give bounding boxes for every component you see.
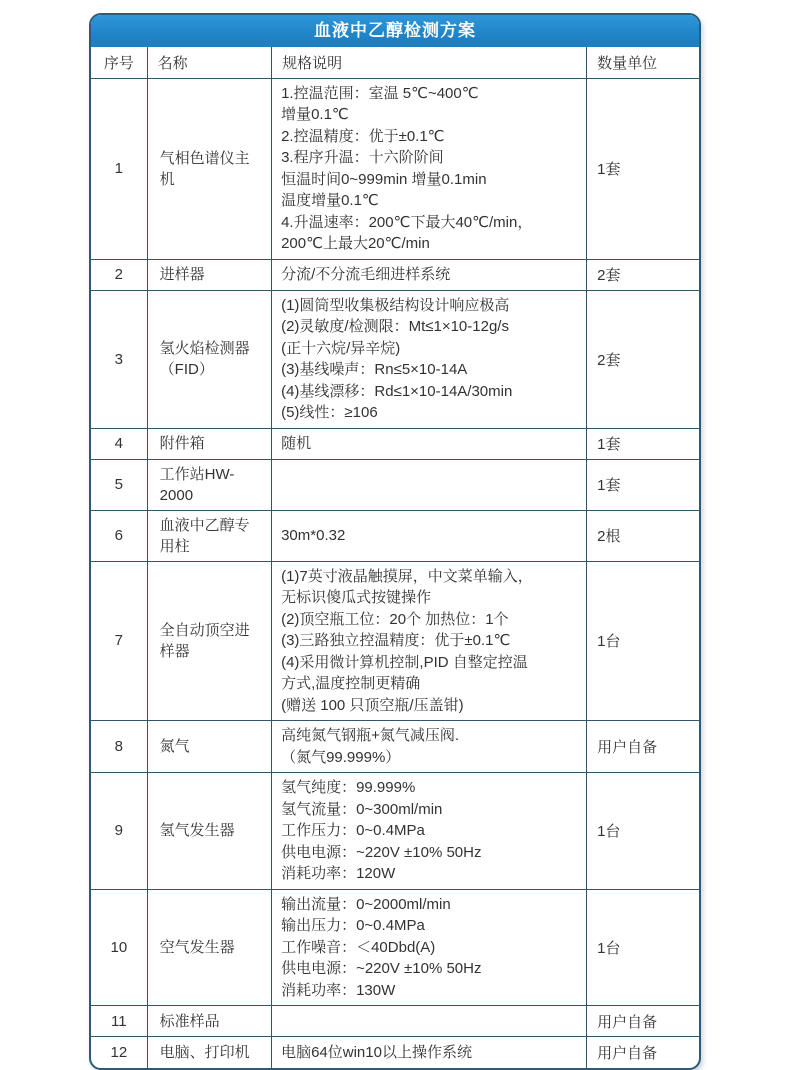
table-row [91, 78, 699, 259]
item-name: 标准样品 [147, 1006, 271, 1037]
row-number: 9 [91, 773, 147, 890]
item-quantity: 2根 [587, 510, 699, 561]
spec-line: (5)线性：≥106 [281, 404, 378, 421]
table-row [91, 721, 699, 773]
spec-line: 方式,温度控制更精确 [281, 675, 421, 692]
table-row [91, 889, 699, 1006]
spec-line: 随机 [281, 434, 312, 452]
spec-line: (1)圆筒型收集极结构设计响应极高 [281, 296, 510, 314]
spec-line: 工作噪音：＜40Dbd(A) [281, 938, 436, 956]
spec-table-panel [89, 13, 701, 1070]
item-name: 进样器 [147, 259, 271, 290]
item-name: 氮气 [147, 721, 271, 773]
spec-line: (赠送 100 只顶空瓶/压盖钳) [281, 696, 464, 714]
row-number: 8 [91, 721, 147, 773]
spec-line: 氢气纯度：99.999% [281, 779, 416, 796]
item-name: 空气发生器 [147, 889, 271, 1006]
item-spec [272, 428, 587, 459]
item-spec [272, 561, 587, 721]
spec-line: 4.升温速率：200℃下最大40℃/min， [281, 213, 533, 231]
table-row [91, 290, 699, 428]
spec-line: （氮气99.999%） [281, 748, 401, 766]
row-number: 2 [91, 259, 147, 290]
table-title: 血液中乙醇检测方案 [91, 15, 699, 47]
spec-line: 增量0.1℃ [281, 106, 349, 123]
item-quantity: 用户自备 [587, 1006, 699, 1037]
item-quantity: 1套 [587, 459, 699, 510]
item-quantity: 1台 [587, 561, 699, 721]
item-spec [272, 773, 587, 890]
item-quantity: 2套 [587, 290, 699, 428]
row-number: 7 [91, 561, 147, 721]
item-name: 氢火焰检测器（FID） [147, 290, 271, 428]
spec-line: 恒温时间0~999min 增量0.1min [281, 170, 487, 188]
spec-line: (4)基线漂移：Rd≤1×10-14A/30min [281, 382, 513, 400]
spec-line: 电脑64位win10以上操作系统 [281, 1043, 472, 1061]
item-name: 电脑、打印机 [147, 1037, 271, 1068]
item-quantity: 用户自备 [587, 1037, 699, 1068]
item-name: 全自动顶空进样器 [147, 561, 271, 721]
row-number: 12 [91, 1037, 147, 1068]
spec-line: 温度增量0.1℃ [281, 192, 379, 209]
item-quantity: 2套 [587, 259, 699, 290]
spec-line: (1)7英寸液晶触摸屏，中文菜单输入， [281, 567, 533, 585]
spec-line: 3.程序升温：十六阶阶间 [281, 149, 444, 166]
spec-line: 200℃上最大20℃/min [281, 235, 430, 252]
column-header-spec: 规格说明 [272, 47, 587, 78]
item-name: 血液中乙醇专用柱 [147, 510, 271, 561]
item-name: 附件箱 [147, 428, 271, 459]
spec-line: 分流/不分流毛细进样系统 [281, 265, 451, 283]
table-row [91, 1006, 699, 1037]
spec-line: 工作压力：0~0.4MPa [281, 822, 425, 839]
row-number: 10 [91, 889, 147, 1006]
item-spec [272, 459, 587, 510]
spec-table [91, 47, 699, 1068]
spec-line: 1.控温范围：室温 5℃~400℃ [281, 84, 479, 102]
spec-line: 2.控温精度：优于±0.1℃ [281, 127, 445, 145]
item-quantity: 1台 [587, 889, 699, 1006]
item-spec [272, 290, 587, 428]
table-row [91, 428, 699, 459]
item-name: 氢气发生器 [147, 773, 271, 890]
row-number: 11 [91, 1006, 147, 1037]
spec-line: (3)基线噪声：Rn≤5×10-14A [281, 361, 468, 378]
spec-line: (2)顶空瓶工位：20个 加热位：1个 [281, 610, 509, 628]
table-row [91, 459, 699, 510]
spec-line: 高纯氮气钢瓶+氮气减压阀. [281, 727, 460, 744]
row-number: 3 [91, 290, 147, 428]
spec-line: (正十六烷/异辛烷) [281, 339, 401, 357]
row-number: 4 [91, 428, 147, 459]
column-header-name: 名称 [147, 47, 271, 78]
table-row [91, 561, 699, 721]
spec-line: (2)灵敏度/检测限：Mt≤1×10-12g/s [281, 318, 509, 335]
spec-line: 消耗功率：130W [281, 981, 396, 999]
item-spec [272, 889, 587, 1006]
item-spec [272, 721, 587, 773]
spec-line: (3)三路独立控温精度：优于±0.1℃ [281, 632, 511, 649]
spec-line: 消耗功率：120W [281, 865, 396, 882]
spec-line: 无标识傻瓜式按键操作 [281, 589, 432, 606]
table-row [91, 1037, 699, 1068]
header-row [91, 47, 699, 78]
spec-line: (4)采用微计算机控制,PID 自整定控温 [281, 653, 528, 671]
item-quantity: 1套 [587, 428, 699, 459]
spec-line: 输出压力：0~0.4MPa [281, 917, 425, 934]
row-number: 1 [91, 78, 147, 259]
item-name: 工作站HW-2000 [147, 459, 271, 510]
table-row [91, 510, 699, 561]
table-body [91, 78, 699, 1068]
item-name: 气相色谱仪主机 [147, 78, 271, 259]
spec-line: 输出流量：0~2000ml/min [281, 895, 451, 913]
item-spec [272, 510, 587, 561]
row-number: 5 [91, 459, 147, 510]
table-row [91, 259, 699, 290]
column-header-no: 序号 [91, 47, 147, 78]
table-row [91, 773, 699, 890]
spec-line: 30m*0.32 [281, 526, 346, 544]
item-quantity: 用户自备 [587, 721, 699, 773]
row-number: 6 [91, 510, 147, 561]
spec-line: 氢气流量：0~300ml/min [281, 800, 443, 818]
item-spec [272, 1006, 587, 1037]
item-quantity: 1套 [587, 78, 699, 259]
item-spec [272, 78, 587, 259]
item-quantity: 1台 [587, 773, 699, 890]
column-header-qty: 数量单位 [587, 47, 699, 78]
item-spec [272, 1037, 587, 1068]
item-spec [272, 259, 587, 290]
spec-line: 供电电源：~220V ±10% 50Hz [281, 843, 482, 861]
spec-line: 供电电源：~220V ±10% 50Hz [281, 960, 482, 977]
